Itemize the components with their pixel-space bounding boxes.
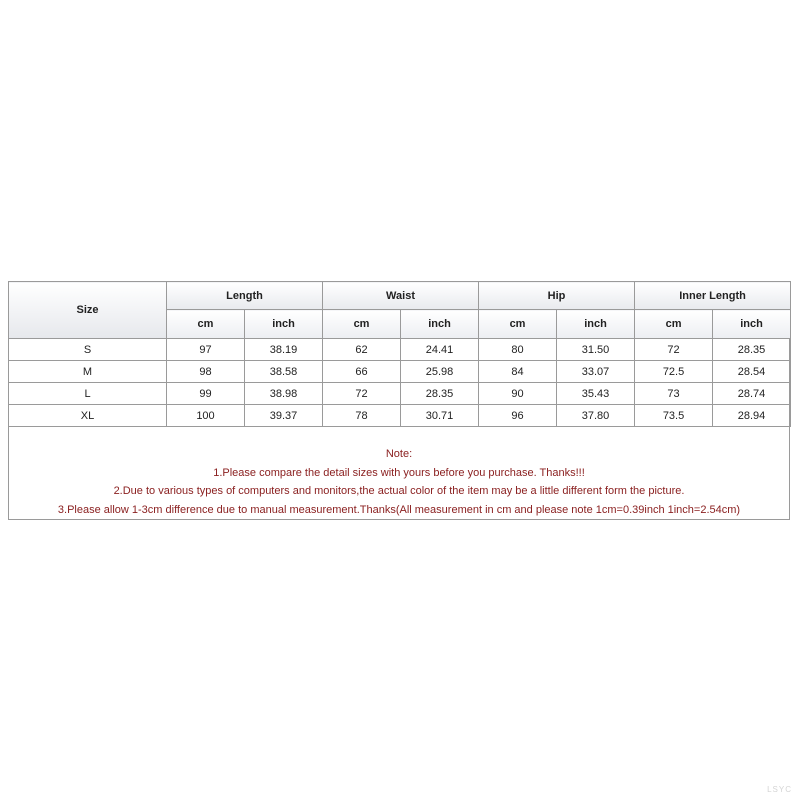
size-column-header: Size	[9, 282, 167, 339]
table-cell: 25.98	[401, 361, 479, 383]
note-line-2: 2.Due to various types of computers and monitors,the actual color of the item may be a little different form the picture.	[113, 485, 685, 497]
table-cell: 33.07	[557, 361, 635, 383]
notes-title: Note:	[385, 448, 413, 460]
note-line-1: 1.Please compare the detail sizes with yours before you purchase. Thanks!!!	[213, 466, 585, 479]
table-cell: 100	[167, 405, 245, 427]
size-cell: S	[9, 339, 167, 361]
table-cell: 37.80	[557, 405, 635, 427]
table-row	[9, 361, 791, 383]
size-cell: M	[9, 361, 167, 383]
hip-group-header: Hip	[479, 282, 635, 310]
size-cell: L	[9, 383, 167, 405]
table-cell: 78	[323, 405, 401, 427]
table-cell: 28.74	[713, 383, 791, 405]
unit-header: cm	[167, 310, 245, 339]
table-cell: 28.94	[713, 405, 791, 427]
note-line-3: 3.Please allow 1-3cm difference due to manual measurement.Thanks(All measurement in cm and please note 1cm=0.39inch 1inch=2.54cm)	[57, 503, 741, 516]
table-cell: 39.37	[245, 405, 323, 427]
length-group-header: Length	[167, 282, 323, 310]
table-cell: 38.98	[245, 383, 323, 405]
unit-header: cm	[635, 310, 713, 339]
table-cell: 99	[167, 383, 245, 405]
unit-header: inch	[557, 310, 635, 339]
waist-group-header: Waist	[323, 282, 479, 310]
table-cell: 38.58	[245, 361, 323, 383]
table-cell: 90	[479, 383, 557, 405]
table-cell: 97	[167, 339, 245, 361]
table-cell: 84	[479, 361, 557, 383]
unit-header: inch	[713, 310, 791, 339]
unit-header: cm	[323, 310, 401, 339]
table-cell: 35.43	[557, 383, 635, 405]
table-cell: 38.19	[245, 339, 323, 361]
watermark: LSYC	[767, 785, 792, 794]
inner-length-group-header: Inner Length	[635, 282, 791, 310]
notes-block	[8, 445, 790, 519]
table-cell: 96	[479, 405, 557, 427]
table-cell: 72	[635, 339, 713, 361]
unit-header: inch	[401, 310, 479, 339]
table-cell: 30.71	[401, 405, 479, 427]
unit-header: inch	[245, 310, 323, 339]
table-cell: 28.35	[713, 339, 791, 361]
group-header-row	[9, 282, 791, 310]
table-cell: 73.5	[635, 405, 713, 427]
size-chart-table	[8, 281, 791, 427]
table-cell: 72.5	[635, 361, 713, 383]
table-cell: 24.41	[401, 339, 479, 361]
table-cell: 28.35	[401, 383, 479, 405]
unit-header: cm	[479, 310, 557, 339]
table-cell: 72	[323, 383, 401, 405]
table-cell: 62	[323, 339, 401, 361]
table-row	[9, 339, 791, 361]
table-cell: 80	[479, 339, 557, 361]
table-row	[9, 383, 791, 405]
table-cell: 66	[323, 361, 401, 383]
table-cell: 98	[167, 361, 245, 383]
table-cell: 31.50	[557, 339, 635, 361]
size-cell: XL	[9, 405, 167, 427]
table-cell: 28.54	[713, 361, 791, 383]
table-cell: 73	[635, 383, 713, 405]
table-row	[9, 405, 791, 427]
